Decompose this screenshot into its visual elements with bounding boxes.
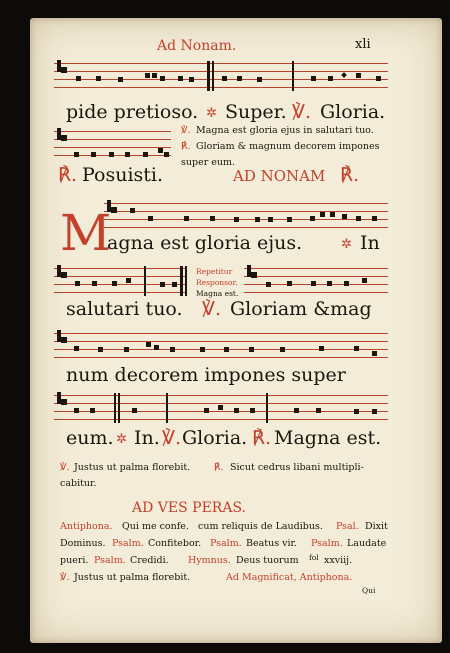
lyric-magna-est: Magna est. [274,427,382,449]
psalm-confitebor: Confitebor. [148,538,202,549]
folio-number: xli [355,37,371,52]
music-staff-6 [54,395,388,425]
lyric-line-4: salutari tuo. [66,298,183,320]
section-heading-vespers: AD VES PERAS. [132,500,246,516]
lyric-line-1: pide pretioso. [66,101,199,123]
response-symbol: ℟. [58,164,78,186]
lyric-line-3: agna est gloria ejus. [107,232,303,254]
lyric-eum: eum. [66,427,114,449]
page-heading: Ad Nonam. [157,38,237,54]
lyric-in: In [360,232,380,254]
rubric-psalm: Psalm. [112,538,144,549]
lyric-gloria-2: Gloria. [182,427,248,449]
manuscript-leaf [30,18,442,643]
lyric-gloriam: Gloriam &mag [230,298,372,320]
music-staff-3 [104,203,388,233]
versicle-symbol: ℣. [292,101,312,123]
star-mark: ✲ [341,237,352,252]
response-text: Gloriam & magnum decorem impones [196,141,380,152]
rubric-psal: Psal. [336,521,359,532]
hymn-deus: Deus tuorum [236,555,299,566]
section-heading-ad-nonam: AD NONAM [233,167,326,185]
psalm-pueri: pueri. [60,555,89,566]
music-staff-4a [54,268,186,298]
versicle-justus-2: Justus ut palma florebit. [74,572,191,583]
versicle-symbol: ℣. [60,572,70,583]
folio-ref-label: fol [309,553,319,562]
psalm-beatus: Beatus vir. [246,538,298,549]
versicle-symbol: ℣. [181,125,191,136]
rubric-hymnus: Hymnus. [188,555,231,566]
antiphon-text: Qui me confe. [122,521,189,532]
response-sicut-cont: cabitur. [60,478,97,489]
versicle-symbol: ℣. [202,298,222,320]
versicle-justus: Justus ut palma florebit. [74,462,191,473]
psalm-dixit: Dixit [365,521,388,532]
antiphon-note: cum reliquis de Laudibus. [198,521,323,532]
versicle-symbol: ℣. [162,427,182,449]
response-symbol: ℟. [214,462,224,473]
music-staff-1 [54,63,388,93]
music-staff-5 [54,333,388,363]
psalm-laudate: Laudate [347,538,387,549]
folio-ref-number: xxviij. [324,555,353,566]
rubric-psalm: Psalm. [210,538,242,549]
rubric-psalm: Psalm. [311,538,343,549]
response-symbol: ℟. [340,164,360,186]
rubric-repetitur: Repetitur [196,267,233,276]
respond-posuisti: Posuisti. [82,164,164,186]
response-symbol: ℟. [181,141,191,152]
illuminated-initial: M [60,204,112,262]
rubric-antiphona: Antiphona. [60,521,113,532]
lyric-gloria: Gloria. [320,101,386,123]
rubric-magnificat: Ad Magnificat, Antiphona. [226,572,353,583]
music-staff-2 [54,131,171,161]
response-sicut: Sicut cedrus libani multipli- [230,462,364,473]
lyric-in-2: In. [134,427,160,449]
rubric-responsor: Responsor. [196,278,238,287]
star-mark: ✲ [116,432,127,447]
response-text-cont: super eum. [181,157,236,168]
catchword: Qui [362,586,376,595]
response-symbol: ℟. [252,427,272,449]
versicle-text: Magna est gloria ejus in salutari tuo. [196,125,374,136]
lyric-line-5: num decorem impones super [66,364,346,386]
music-staff-4b [244,268,388,298]
psalm-credidi: Credidi. [130,555,169,566]
rubric-magna-est: Magna est. [196,289,239,298]
lyric-super: Super. [225,101,287,123]
versicle-symbol: ℣. [60,462,70,473]
psalm-dominus: Dominus. [60,538,106,549]
star-mark: ✲ [206,106,217,121]
rubric-psalm: Psalm. [94,555,126,566]
